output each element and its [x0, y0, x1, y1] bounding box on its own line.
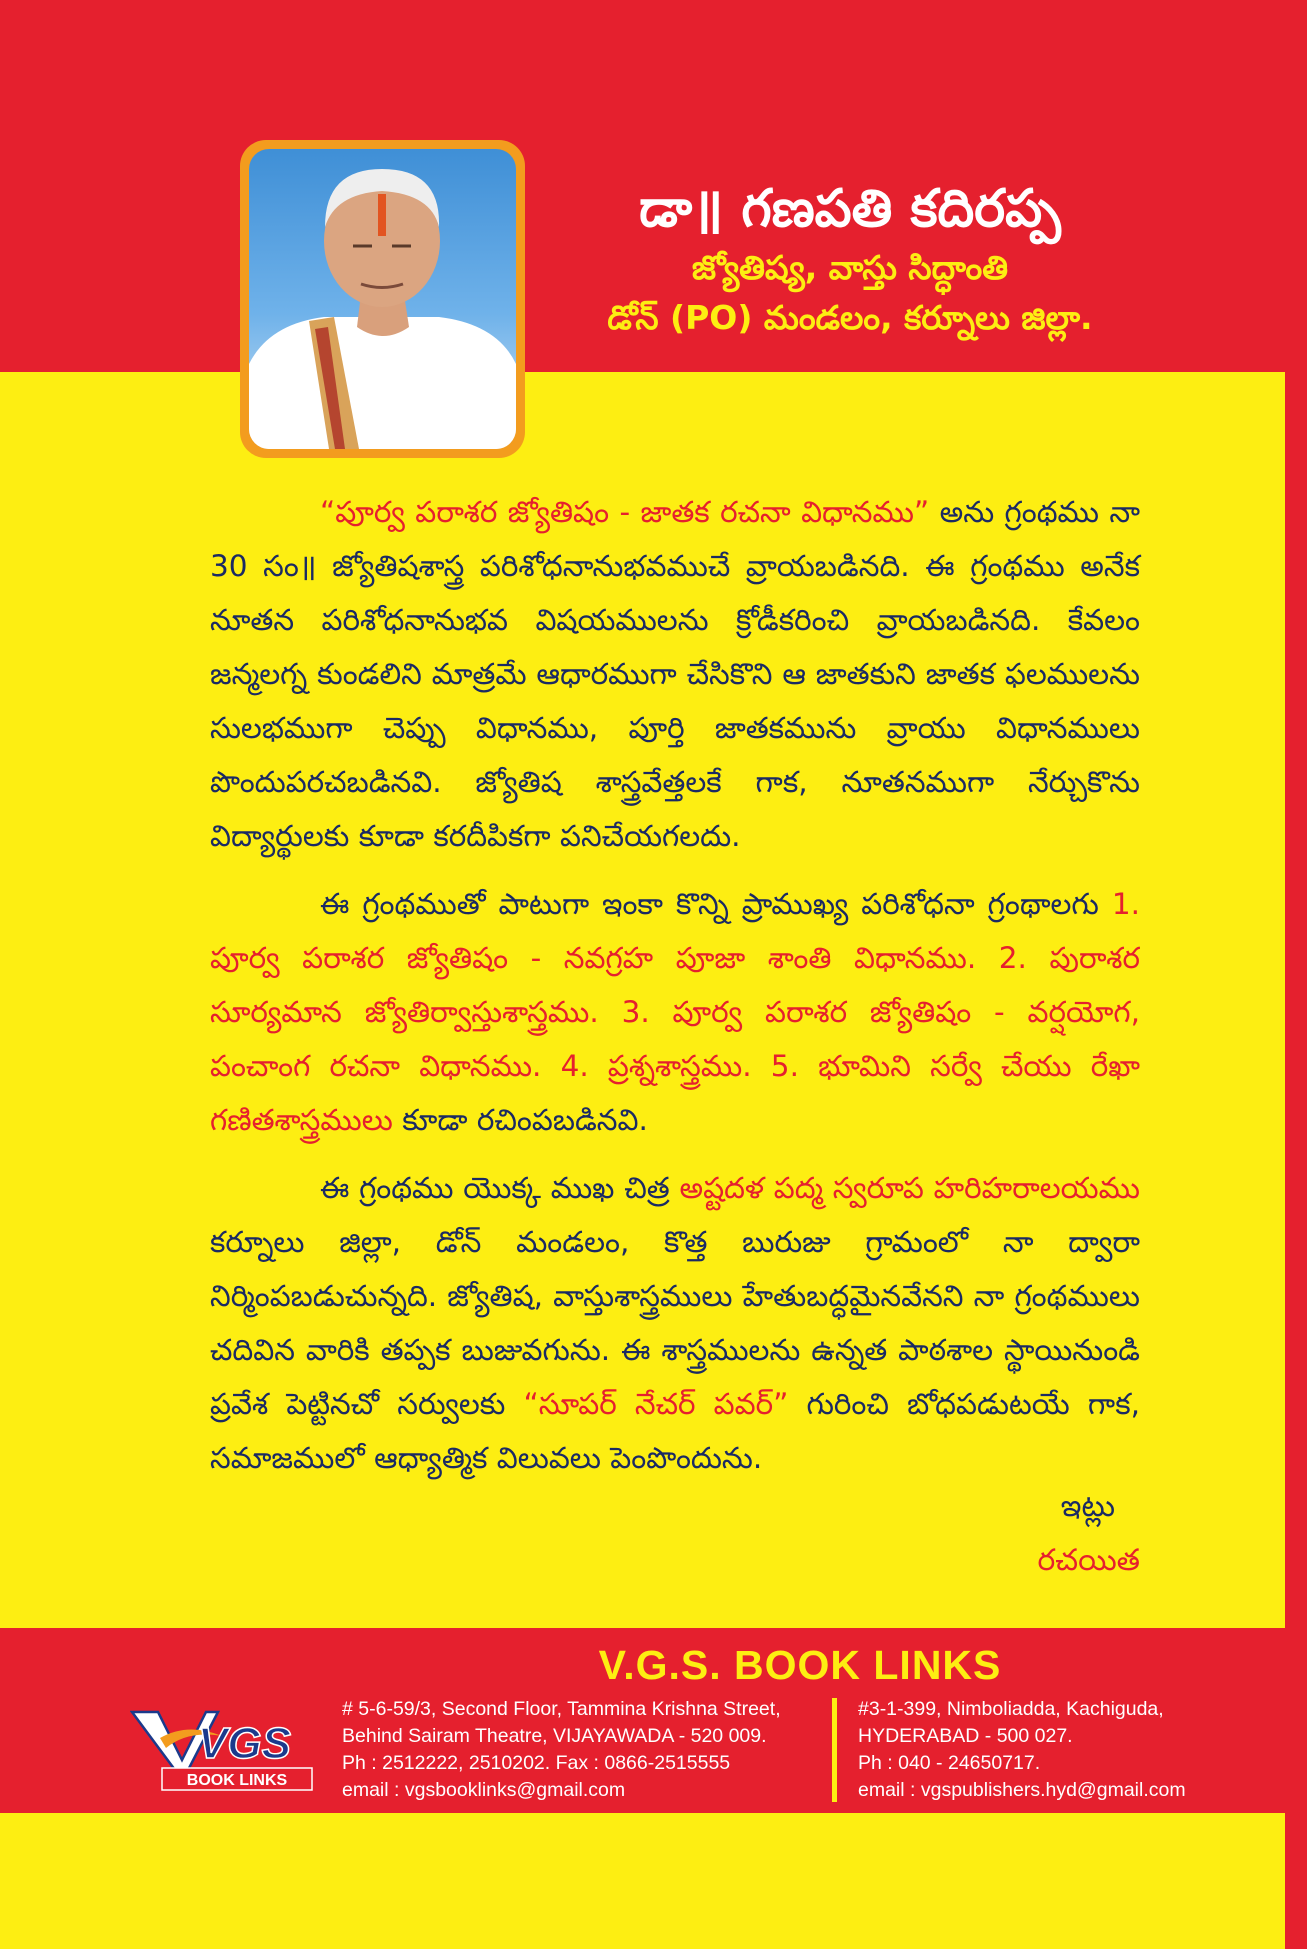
paragraph-2-segment: కూడా రచింపబడినవి.	[392, 1103, 648, 1137]
paragraph-3-segment: కర్నూలు జిల్లా, డోన్ మండలం, కొత్త బురుజు గ్రామంలో నా ద్వారా నిర్మింపబడుచున్నది. జ్యోతిష, వాస్తుశాస్త్రములు హేతుబద్ధమైనవేనని నా గ్రంథములు చదివిన వారికి తప్పక బుజువగును. ఈ శాస్త్రములను ఉన్నత పాఠశాల స్థాయినుండి ప్రవేశ పెట్టినచో సర్వులకు	[210, 1225, 1140, 1421]
address-line: # 5-6-59/3, Second Floor, Tammina Krishna Street,	[342, 1698, 781, 1720]
vgs-logo-graphic	[130, 1708, 315, 1794]
right-red-strip	[1285, 0, 1307, 1949]
paragraph-1-segment: “పూర్వ పరాశర జ్యోతిషం - జాతక రచనా విధానము”	[320, 495, 930, 529]
vijayawada-address	[342, 1696, 822, 1804]
book-description	[210, 485, 1140, 1499]
email-line: email : vgspublishers.hyd@gmail.com	[858, 1779, 1186, 1801]
address-line: HYDERABAD - 500 027.	[858, 1725, 1073, 1747]
address-divider	[832, 1698, 837, 1802]
author-photo-frame	[240, 140, 525, 458]
bottom-yellow-band	[0, 1813, 1285, 1949]
address-line: Behind Sairam Theatre, VIJAYAWADA - 520 009.	[342, 1725, 767, 1747]
author-name: డా॥ గణపతి కదిరప్ప	[639, 179, 1061, 239]
paragraph-2-book-list: 1. పూర్వ పరాశర జ్యోతిషం - నవగ్రహ పూజా శాంతి విధానము. 2. పురాశర సూర్యమాన జ్యోతిర్వాస్తుశాస్త్రము. 3. పూర్వ పరాశర జ్యోతిషం - వర్షయోగ, పంచాంగ రచనా విధానము. 4. ప్రశ్నశాస్త్రము. 5. భూమిని సర్వే చేయు రేఖా గణితశాస్త్రములు	[210, 887, 1140, 1137]
author-header	[540, 175, 1160, 343]
hyderabad-address	[858, 1696, 1258, 1804]
signoff-role: రచయిత	[1037, 1543, 1140, 1578]
signoff	[1010, 1480, 1140, 1588]
logo-main-text: VGS	[198, 1719, 291, 1768]
phone-line: Ph : 2512222, 2510202. Fax : 0866-2515555	[342, 1752, 731, 1774]
paragraph-3	[210, 1161, 1140, 1485]
author-location: డోన్ (PO) మండలం, కర్నూలు జిల్లా.	[607, 298, 1093, 337]
author-portrait-illustration	[249, 149, 516, 449]
email-line: email : vgsbooklinks@gmail.com	[342, 1779, 626, 1801]
paragraph-3-segment: ఈ గ్రంథము యొక్క ముఖ చిత్ర	[320, 1171, 680, 1205]
paragraph-2	[210, 877, 1140, 1147]
address-line: #3-1-399, Nimboliadda, Kachiguda,	[858, 1698, 1164, 1720]
paragraph-3-highlight: “సూపర్ నేచర్ పవర్”	[523, 1387, 789, 1421]
logo-sub-text: BOOK LINKS	[186, 1772, 288, 1789]
signoff-closing: ఇట్లు	[1060, 1489, 1115, 1524]
paragraph-1	[210, 485, 1140, 863]
author-photo	[249, 149, 516, 449]
paragraph-3-segment: గురించి బోధపడుటయే గాక, సమాజములో ఆధ్యాత్మిక విలువలు పెంపొందును.	[210, 1387, 1141, 1475]
paragraph-2-segment: ఈ గ్రంథముతో పాటుగా ఇంకా కొన్ని ప్రాముఖ్య పరిశోధనా గ్రంథాలగు	[320, 887, 1112, 921]
phone-line: Ph : 040 - 24650717.	[858, 1752, 1041, 1774]
paragraph-1-segment: అను గ్రంథము నా 30 సం॥ జ్యోతిషశాస్త్ర పరిశోధనానుభవముచే వ్రాయబడినది. ఈ గ్రంథము అనేక నూతన పరిశోధనానుభవ విషయములను క్రోడీకరించి వ్రాయబడినది. కేవలం జన్మలగ్న కుండలిని మాత్రమే ఆధారముగా చేసికొని ఆ జాతకుని జాతక ఫలములను సులభముగా చెప్పు విధానము, పూర్తి జాతకమును వ్రాయు విధానములు పొందుపరచబడినవి. జ్యోతిష శాస్త్రవేత్తలకే గాక, నూతనముగా నేర్చుకొను విద్యార్థులకు కూడా కరదీపికగా పనిచేయగలదు.	[210, 495, 1141, 853]
author-title: జ్యోతిష్య, వాస్తు సిద్ధాంతి	[691, 248, 1009, 287]
paragraph-3-highlight: అష్టదళ పద్మ స్వరూప హరిహరాలయము	[679, 1171, 1140, 1205]
publisher-name: V.G.S. BOOK LINKS	[598, 1642, 1002, 1688]
vgs-logo	[130, 1708, 315, 1794]
